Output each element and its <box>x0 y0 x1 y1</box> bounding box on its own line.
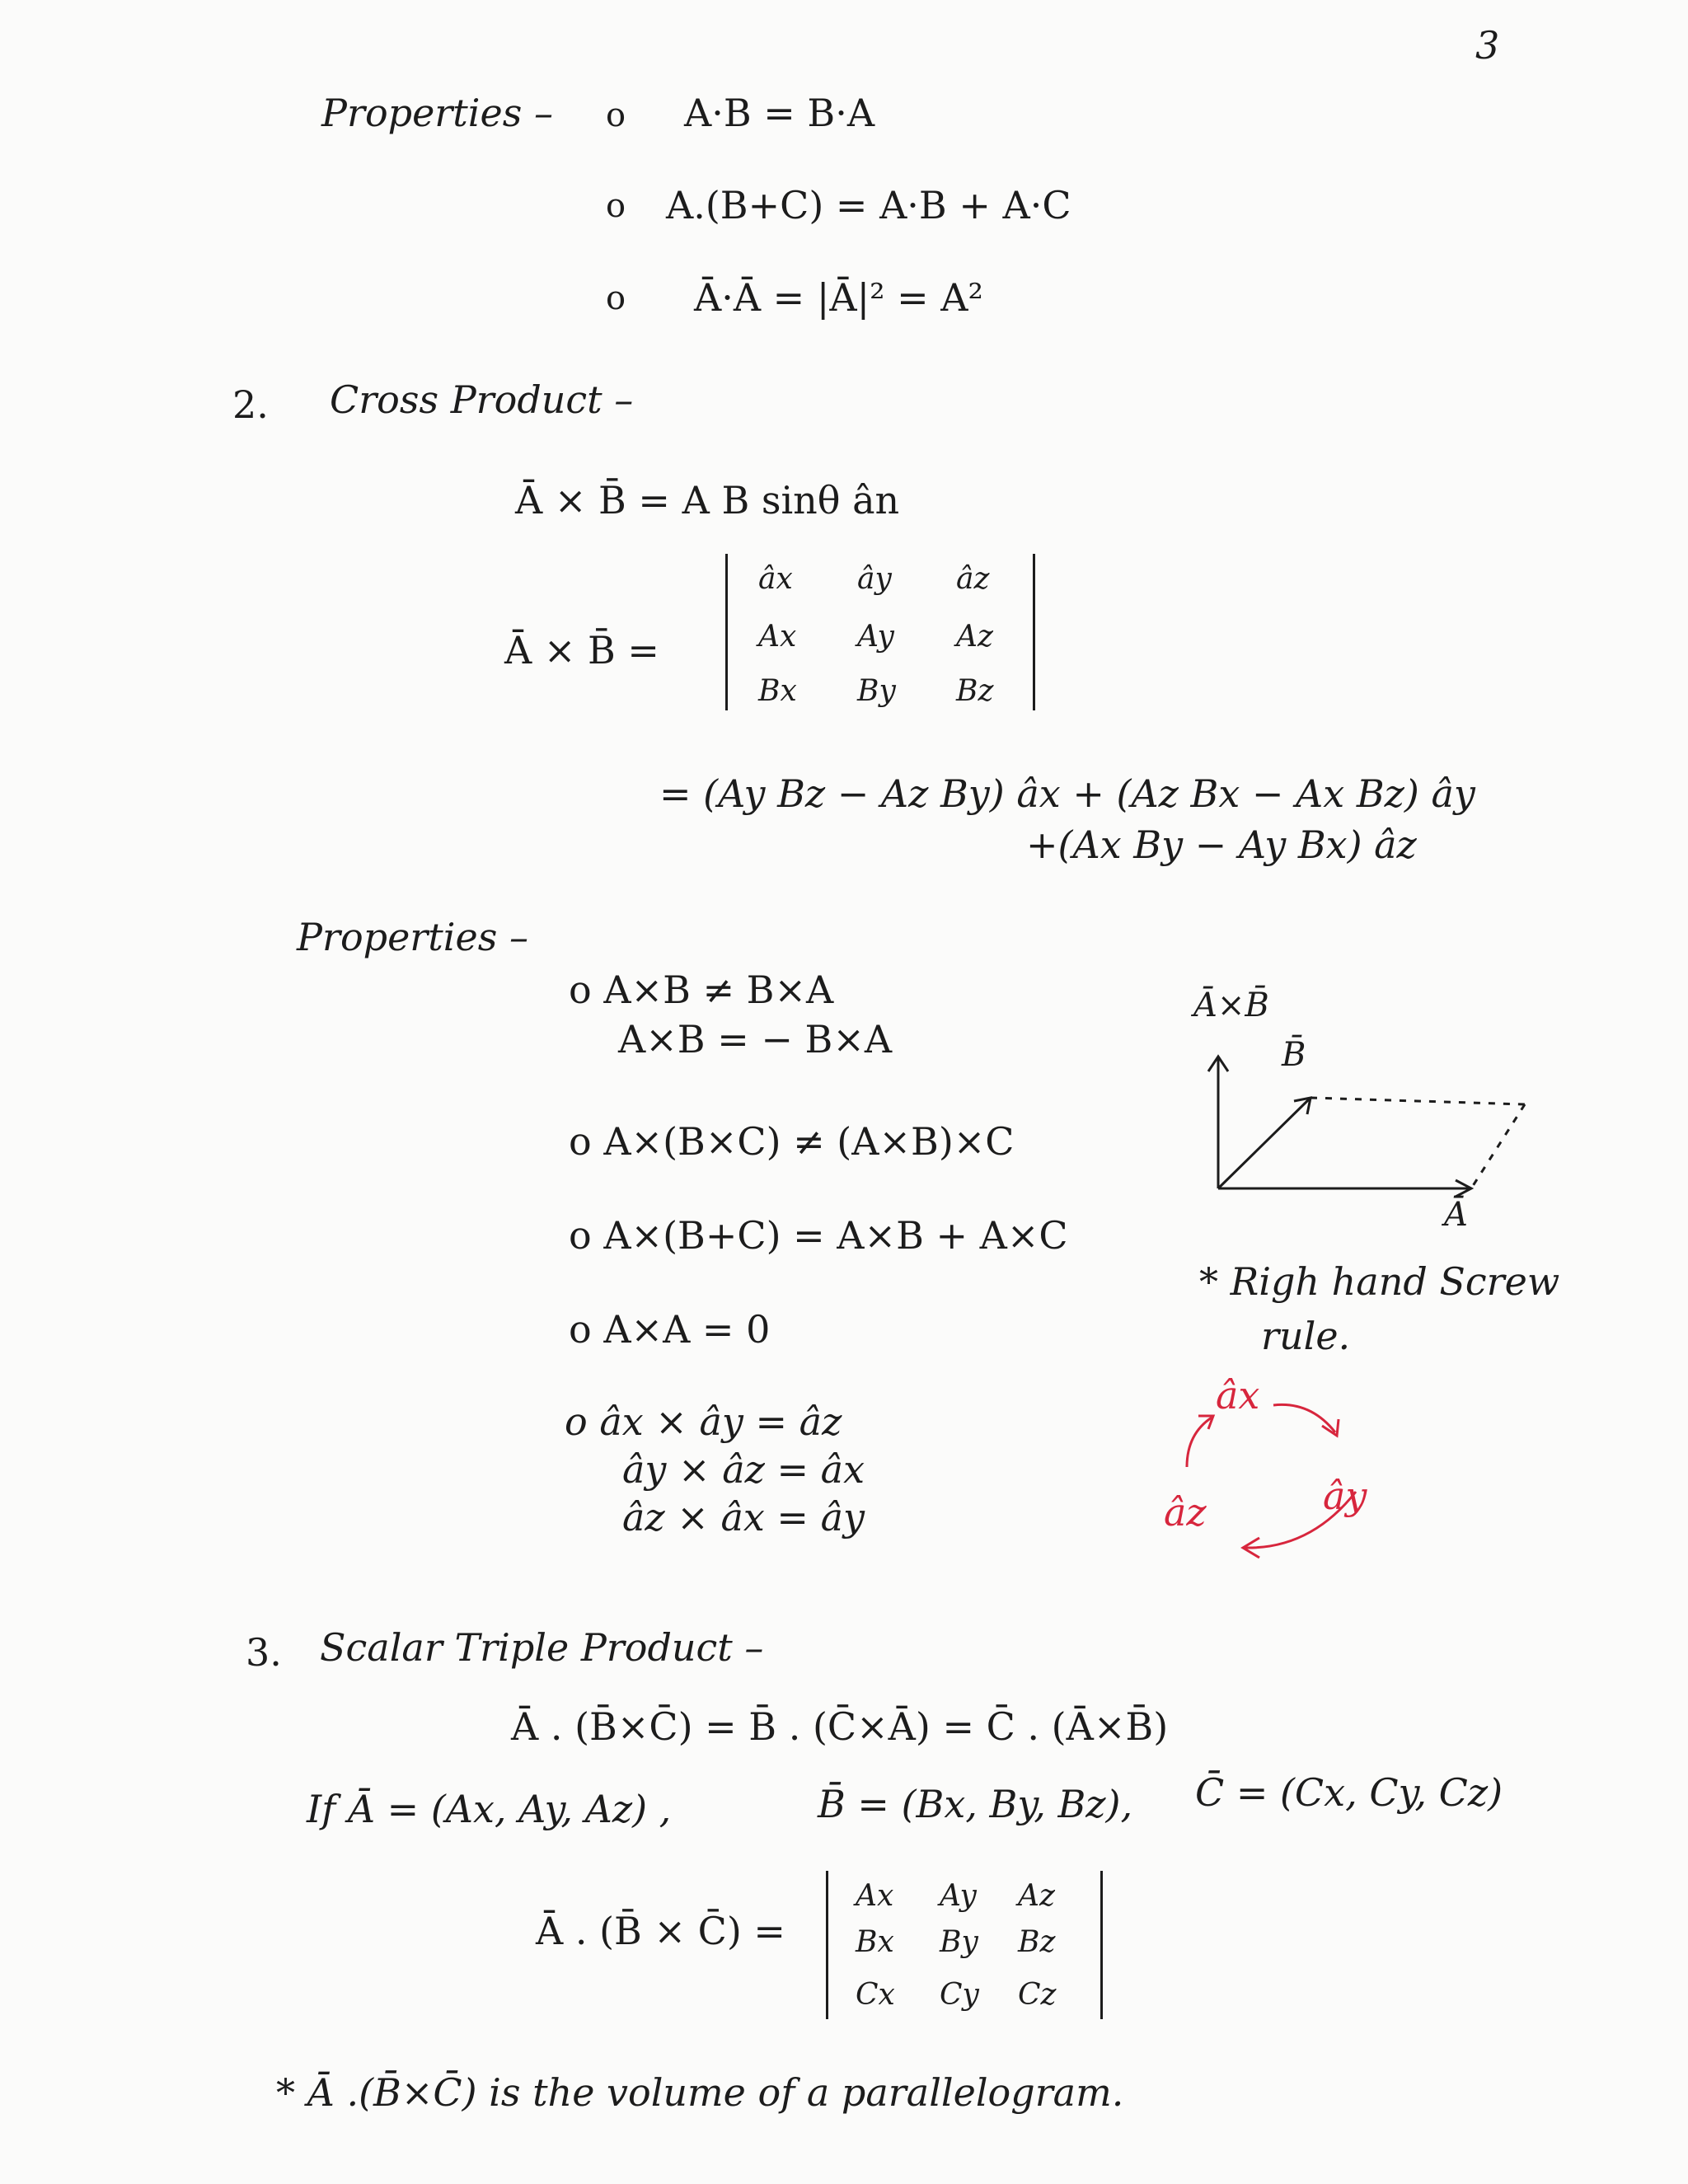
det-cell: Cy <box>940 1978 979 2012</box>
cross-property: o A×(B+C) = A×B + A×C <box>569 1213 1068 1258</box>
volume-note: * Ā .(B̄×C̄) is the volume of a parallelogram. <box>276 2070 1124 2115</box>
cross-property: o A×A = 0 <box>569 1307 771 1352</box>
property-bullet: o <box>606 187 626 225</box>
cross-property: âz × âx = ây <box>622 1495 865 1540</box>
det-cell: Ay <box>940 1879 977 1913</box>
cycle-label-x: âx <box>1216 1373 1260 1418</box>
axb-label: Ā×B̄ <box>1193 987 1269 1024</box>
det-cell: ây <box>857 562 892 596</box>
section-number: 3. <box>246 1630 282 1675</box>
parallelogram-edge <box>1311 1098 1525 1104</box>
det-cell: Bx <box>758 674 797 708</box>
triple-product-identity: Ā . (B̄×C̄) = B̄ . (C̄×Ā) = C̄ . (Ā×B̄) <box>511 1704 1169 1749</box>
cross-expansion-line-1: = (Ay Bz − Az By) âx + (Az Bx − Ax Bz) ây <box>659 771 1475 816</box>
det-cell: Bz <box>956 674 994 708</box>
dot-property-distributive: A.(B+C) = A·B + A·C <box>666 183 1071 227</box>
det-cell: By <box>940 1925 978 1959</box>
section-heading: Cross Product – <box>330 377 634 422</box>
rule-note-line-2: rule. <box>1261 1314 1351 1358</box>
det-cell: Cz <box>1018 1978 1057 2012</box>
det-cell: âx <box>758 562 793 596</box>
cycle-arrow-z-to-x <box>1187 1418 1212 1467</box>
cross-property: ây × âz = âx <box>622 1447 865 1492</box>
if-vector-a: If Ā = (Ax, Ay, Az) , <box>307 1787 672 1831</box>
property-bullet: o <box>606 279 626 317</box>
section-number: 2. <box>232 382 269 427</box>
cycle-label-y: ây <box>1323 1474 1367 1518</box>
det-cell: âz <box>956 562 990 596</box>
cycle-label-z: âz <box>1164 1490 1207 1535</box>
det-cell: By <box>857 674 896 708</box>
cross-property: o A×B ≠ B×A <box>569 968 834 1012</box>
page-number: 3 <box>1475 23 1500 68</box>
det-cell: Az <box>1018 1879 1055 1913</box>
parallelogram-edge <box>1471 1104 1525 1188</box>
det-cell: Ay <box>857 620 894 654</box>
rule-note-line-1: * Righ hand Screw <box>1199 1259 1560 1304</box>
cross-definition: Ā × B̄ = A B sinθ ân <box>515 478 900 523</box>
a-label: Ā <box>1444 1196 1468 1234</box>
det-cell: Az <box>956 620 993 654</box>
property-bullet: o <box>606 96 626 134</box>
det-cell: Bx <box>856 1925 894 1959</box>
cross-property: o A×(B×C) ≠ (A×B)×C <box>569 1119 1015 1164</box>
properties-heading: Properties – <box>321 91 553 135</box>
if-vector-c: C̄ = (Cx, Cy, Cz) <box>1195 1770 1503 1815</box>
cross-expansion-line-2: +(Ax By − Ay Bx) âz <box>1026 823 1417 867</box>
if-vector-b: B̄ = (Bx, By, Bz), <box>818 1782 1133 1826</box>
det-cell: Ax <box>758 620 797 654</box>
section-heading: Scalar Triple Product – <box>320 1625 764 1670</box>
cross-property: A×B = − B×A <box>618 1017 893 1062</box>
det-cell: Cx <box>856 1978 895 2012</box>
b-label: B̄ <box>1282 1036 1306 1074</box>
properties-heading: Properties – <box>297 915 528 959</box>
b-vector <box>1218 1098 1311 1188</box>
cross-property: o âx × ây = âz <box>565 1399 842 1444</box>
dot-property-magnitude: Ā·Ā = |Ā|² = A² <box>694 275 983 320</box>
det-cell: Ax <box>856 1879 894 1913</box>
det-cell: Bz <box>1018 1925 1056 1959</box>
determinant-lhs: Ā . (B̄ × C̄) = <box>536 1909 785 1953</box>
determinant-lhs: Ā × B̄ = <box>504 628 659 673</box>
dot-property-commutative: A·B = B·A <box>684 91 875 135</box>
